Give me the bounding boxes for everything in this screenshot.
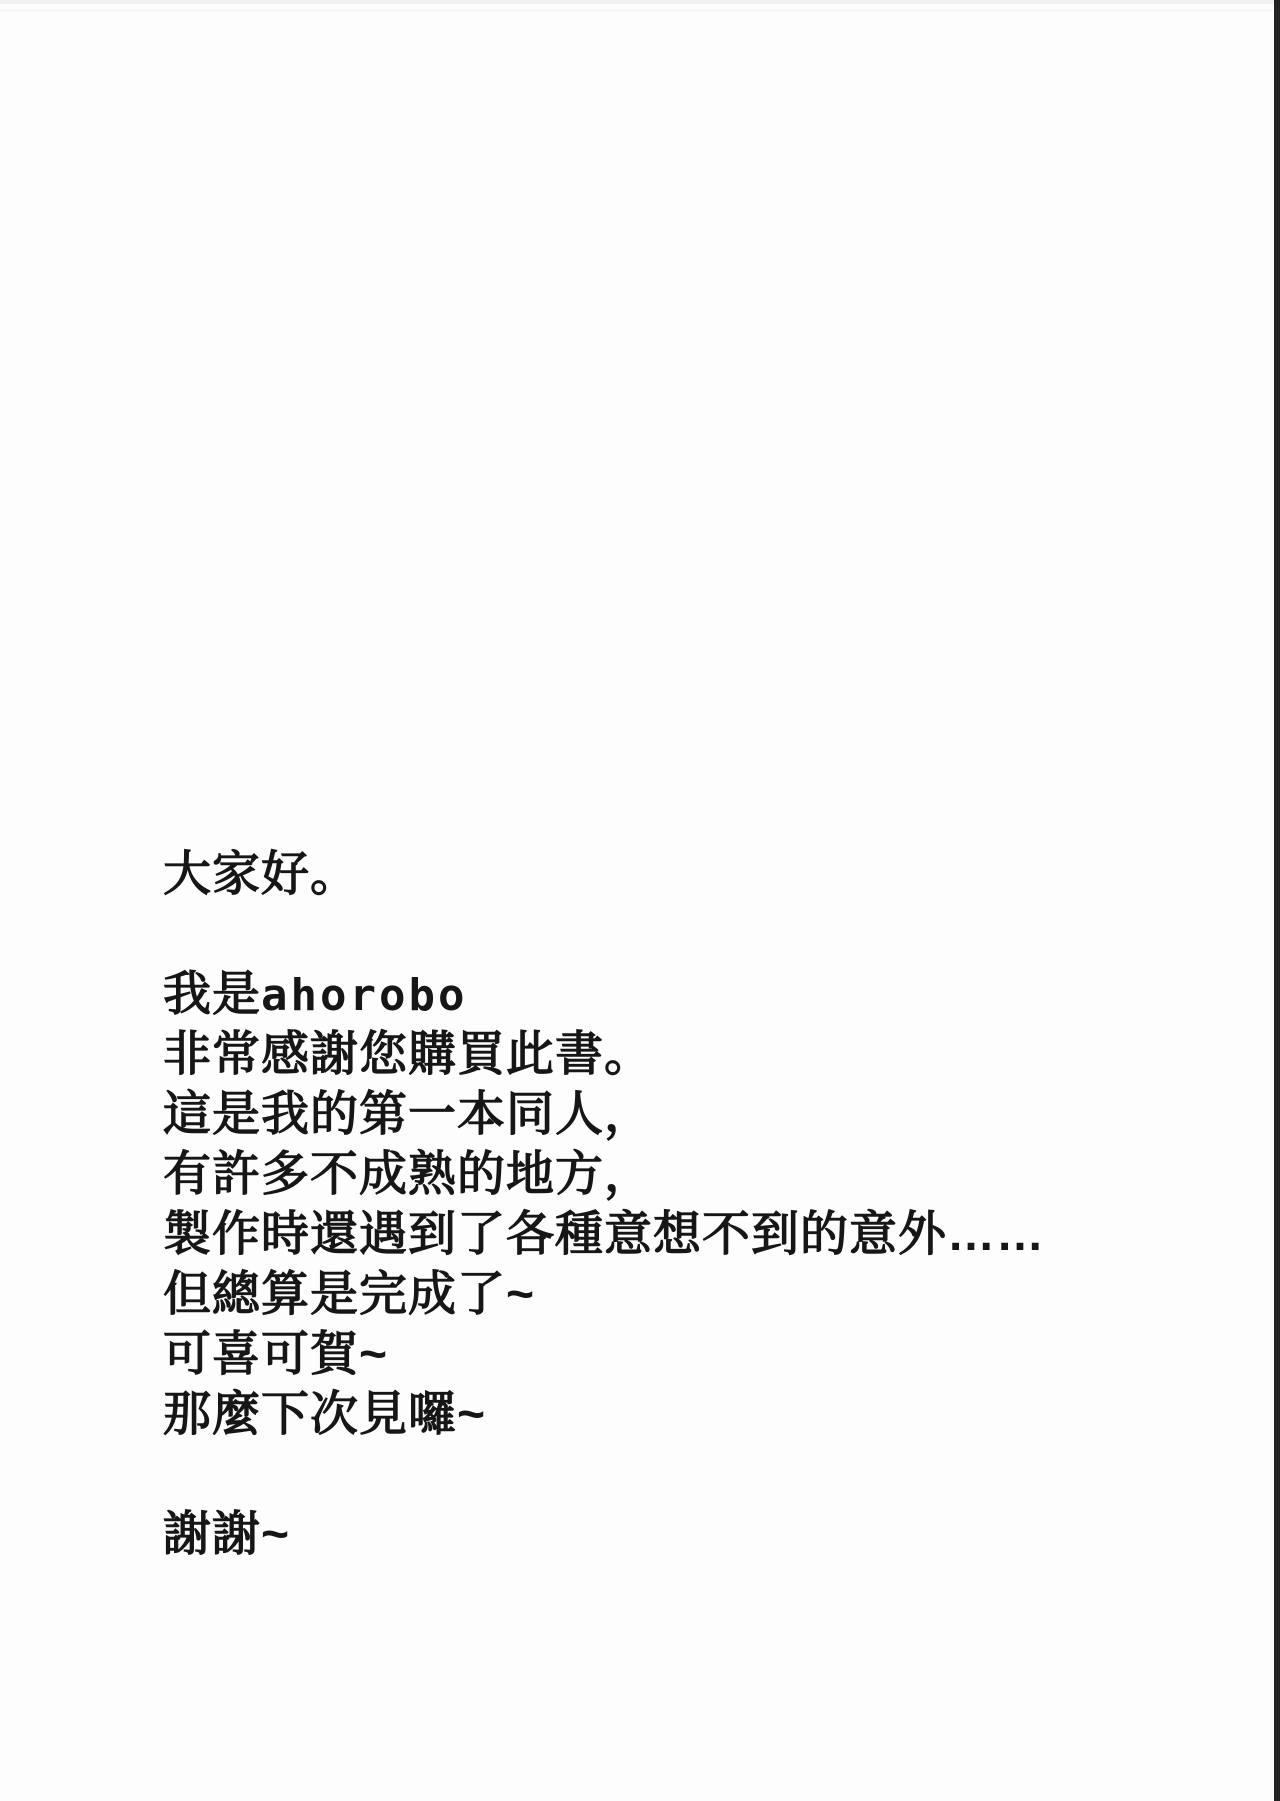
thanks-for-buying-line: 非常感謝您購買此書。 [163,1028,654,1081]
author-name: ahorobo [261,970,468,1021]
thank-you-line: 謝謝~ [163,1508,291,1561]
afterword-text-block [163,845,1045,1565]
author-intro-prefix: 我是 [163,968,262,1021]
finally-finished-line: 但總算是完成了~ [163,1268,536,1321]
scan-edge-right-strip [1274,0,1280,1801]
blank-line [163,1445,1045,1505]
first-doujin-line: 這是我的第一本同人， [163,1088,654,1141]
see-you-next-time-line: 那麼下次見囉~ [163,1388,487,1441]
unexpected-accidents-line: 製作時還遇到了各種意想不到的意外…… [163,1208,1046,1261]
scan-artifact-top-band [0,0,1280,4]
scan-artifact-top-line [0,9,1272,12]
congratulations-line: 可喜可賀~ [163,1328,389,1381]
greeting-line: 大家好。 [163,848,360,901]
blank-line [163,905,1045,965]
author-intro-line [163,965,1045,1025]
immature-parts-line: 有許多不成熟的地方， [163,1148,654,1201]
